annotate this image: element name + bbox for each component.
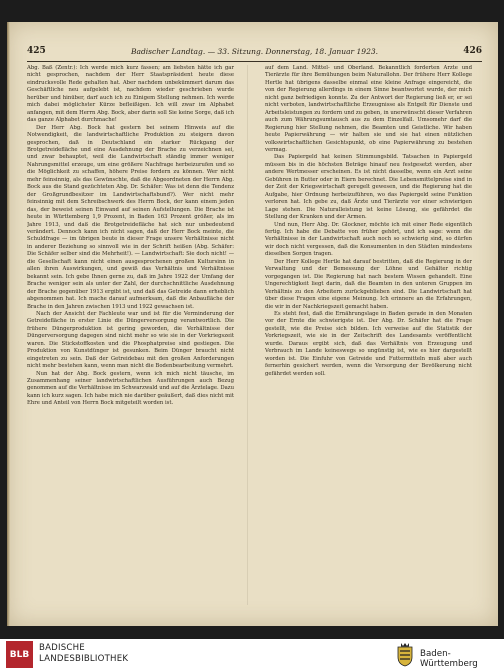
paragraph: Abg. Baß (Zentr.): Ich werde mich kurz fassen; am liebsten hätte ich gar nicht gesprochen, nachdem der Herr Staatspräsident heute diese eindrucksvolle Rede gehalten hat. Aber nachdem unbekümmert darum das Geschäftliche neu aufgelebt ist, nachdem wieder geschrieben wurde herüber und hinüber, darf auch ich zu Einigem Stellung nehmen. Ich werde mich dabei möglichster Kürze befleißigen. Ich will zwar im Alphabet anfangen, mit dem Herrn Abg. Bock, aber darin soll Sie keine Sorge, daß ich das ganze Alphabet durchmache! <box>27 65 234 124</box>
text-column-right <box>265 65 472 605</box>
page-number-right: 426 <box>463 46 482 56</box>
blb-logo-text: BLB <box>9 649 30 660</box>
page-number-left: 425 <box>27 46 46 56</box>
paragraph: auf dem Land. Mittel- und Oberland. Bekanntlich forderten Ärzte und Tierärzte für ihre Bemühungen beim Naturallohn. Der frühere Herr Kollege Hertle hat übrigens dasselbe einmal eine kleine Anfrage eingereicht, die von der Regierung allerdings in einem Sinne beantwortet wurde, der mich nicht ganz befriedigen konnte. Zu der Antwort der Regierung ließ er, er sei nicht verboten, landwirtschaftliche Erzeugnisse als Entgelt für Dienste und Arbeitsleistungen zu fordern und zu geben, in unerwünscht dieser Verfahren auch zum Währungsumtausch aus zu dem Einzelfall. Umsomehr darf die Regierung hier Stellung nehmen, die Beamten und Geistliche. Wir haben heute Papierwährung — wir halten sie und sie hat einen nützlichen volkswirtschaftlichen Gesichtspunkt, ob eine Papierwährung zu bestehen vermag. <box>265 65 472 153</box>
text-column-left <box>27 65 234 605</box>
library-name[interactable] <box>39 643 128 665</box>
library-name-line2: LANDESBIBLIOTHEK <box>39 654 129 664</box>
paragraph: Das Papiergeld hat keinen Stimmungsbild. Tatsachen in Papiergeld müssen bis in die höchsten Beträge hinauf neu festgesetzt werden, aber andere Wertmesser erscheinen. Es ist nicht dasselbe, wenn ein Arzt seine Gebühren in Butter oder in Eiern berechnet. Die Lebensmittelpreise sind in der Zeit der Kriegswirtschaft geregelt gewesen, und die Regierung hat die Aufgabe, hier Ordnung herbeizuführen, wo das Papiergeld seine Funktion verloren hat. Ich gebe zu, daß Ärzte und Tierärzte vor einer schwierigen Lage stehen. Die Naturalleistung ist keine Lösung, sie gefährdet die Stellung der Kranken und der Armen. <box>265 154 472 221</box>
paragraph: Nun hat der Abg. Bock gestern, wenn ich mich nicht täusche, im Zusammenhang seiner landwirtschaftlichen Ausführungen auch Bezug genommen auf die Verhältnisse im Schwarzwald und auf die Ärztelage. Dazu kann ich kurz sagen. Ich habe mich nie darüber geäußert, daß dies nicht mit Ehre und Anteil von Herrn Bock mitgeteilt worden ist. <box>27 370 234 407</box>
column-gutter <box>247 65 248 605</box>
paragraph: Der Herr Abg. Bock hat gestern bei seinem Hinweis auf die Notwendigkeit, die landwirtschaftliche Produktion zu steigern davon gesprochen, daß in Deutschland ein starker Rückgang der Brotgetreidefläche und eine Ausdehnung der Brache zu verzeichnen sei, und zwar behauptet, weil die Landwirtschaft ständig immer weniger Nahrungsmittel erzeuge, um eine größere Nachfrage herbeizurufen und so die Möglichkeit zu schaffen, höhere Preise fordern zu können. Wer nicht mehr feinsinnig, als das Gewünschte, daß die Abgeordneten der Herrn Abg. Bock aus die Stand gezüchteten Abg. Dr. Schäfer: Was ist denn die Tendenz der Großgrundbesitzer im Landwirtschaftsbund?). Wer nicht mehr feinsinnig mit dem Schreibschwerk des Herrn Bock, der kann einem jeden das, der beweist seinen Einwand auf seinen Aufstellungen. Die Brache ist heute in Württemberg 1,9 Prozent, in Baden 163 Prozent größer, als im Jahre 1913, und daß die Brotgetreidefläche hat sich nur unbedeutend verändert. Dennoch kann ich nicht sagen, daß der Herr Bock meinte, die Schuldfrage — im übrigen beute in dieser Frage unsere Verhältnisse nicht in anderer Beziehung so sinnvoll wie in der Schrift heißen (Abg. Schäfer: Die Schäfer selber sind die Mehrheit!). — Landwirtschaft: Sie doch nicht! — die Gesellschaft kann nicht einen ausgesprochenen großen Kultursinn in allen ihren Auswirkungen, und gewiß das Verhältnis und Verhältnisse bekannt sein. Ich gebe Ihnen gerne zu, daß im Jahre 1922 der Umfang der Brache weniger sein als unter der Zahl, der durchschnittliche Ausdehnung der Brache gegenüber 1913 ergibt ist, und daß das Getreide dann erheblich abgenommen hat. Ich mache darauf aufmerksam, daß die Anbaufläche der Brache in den Jahren zwischen 1913 und 1922 gewachsen ist. <box>27 124 234 310</box>
running-header <box>27 46 482 58</box>
blb-logo[interactable] <box>6 641 33 668</box>
paragraph: Und nun, Herr Abg. Dr. Glockner, möchte ich mit einer Rede eigentlich fertig. Ich habe die Debatte von früher gehört, und ich sage: wenn die Verhältnisse in der Landwirtschaft auch noch so schwierig sind, so dürfen wir doch nicht vergessen, daß die Konsumenten in den Städten mindestens dieselben Sorgen tragen. <box>265 221 472 258</box>
page-spine-shadow <box>7 22 10 626</box>
state-crest-icon <box>396 642 414 667</box>
library-name-line1: BADISCHE <box>39 643 85 653</box>
header-rule <box>27 61 482 62</box>
state-name[interactable]: Baden-Württemberg <box>420 649 478 669</box>
paragraph: Es steht fest, daß die Ernährungslage in Baden gerade in den Monaten vor der Ernte die schwierigste ist. Der Abg. Dr. Schäfer hat die Frage gestellt, wie die Preise sich bilden. Ich verweise auf die Statistik der Vorkriegszeit, wie sie in der Zeitschrift des Landesamts veröffentlicht wurde. Daraus ergibt sich, daß das Verhältnis von Erzeugung und Verbrauch im Lande keineswegs so ungünstig ist, wie es hier dargestellt worden ist. Die Einfuhr von Getreide und Futtermitteln muß aber auch fernerhin gesichert werden, wenn die Versorgung der Bevölkerung nicht gefährdet werden soll. <box>265 310 472 377</box>
paragraph: Nach der Ansicht der Fachleute war und ist für die Verminderung der Getreidefläche in erster Linie die Düngerversorgung verantwortlich. Die frühere Düngerproduktion ist gering geworden, die Verhältnisse der Düngerversorgung dagegen sind nicht mehr so wie sie in der Vorkriegszeit waren. Die Stickstoffkosten und die Phosphatpreise sind gestiegen. Die Produktion von Kunstdünger ist gesunken. Beim Dünger braucht nicht eingetreten zu sein. Daß der Getreidebau mit den großen Anforderungen nicht mehr bestehen kann, wenn man nicht die Bodenbearbeitung vermehrt. <box>27 310 234 370</box>
paragraph: Der Herr Kollege Hertle hat darauf bestritten, daß die Regierung in der Verwaltung und der Bemessung der Löhne und Gehälter richtig vorgegangen ist. Die Regierung hat nach bestem Wissen gehandelt. Eine Ungerechtigkeit liegt darin, daß die Beamten in den unteren Gruppen im Verhältnis zu den Arbeitern zurückgeblieben sind. Die Landwirtschaft hat über diese Fragen eine eigene Meinung. Ich erinnere an die Erfahrungen, die wir in der Nachkriegszeit gemacht haben. <box>265 258 472 310</box>
running-title: Badischer Landtag. — 33. Sitzung. Donnerstag, 18. Januar 1923. <box>130 47 378 56</box>
document-page <box>7 22 498 626</box>
viewer-footer-bar <box>0 639 504 671</box>
